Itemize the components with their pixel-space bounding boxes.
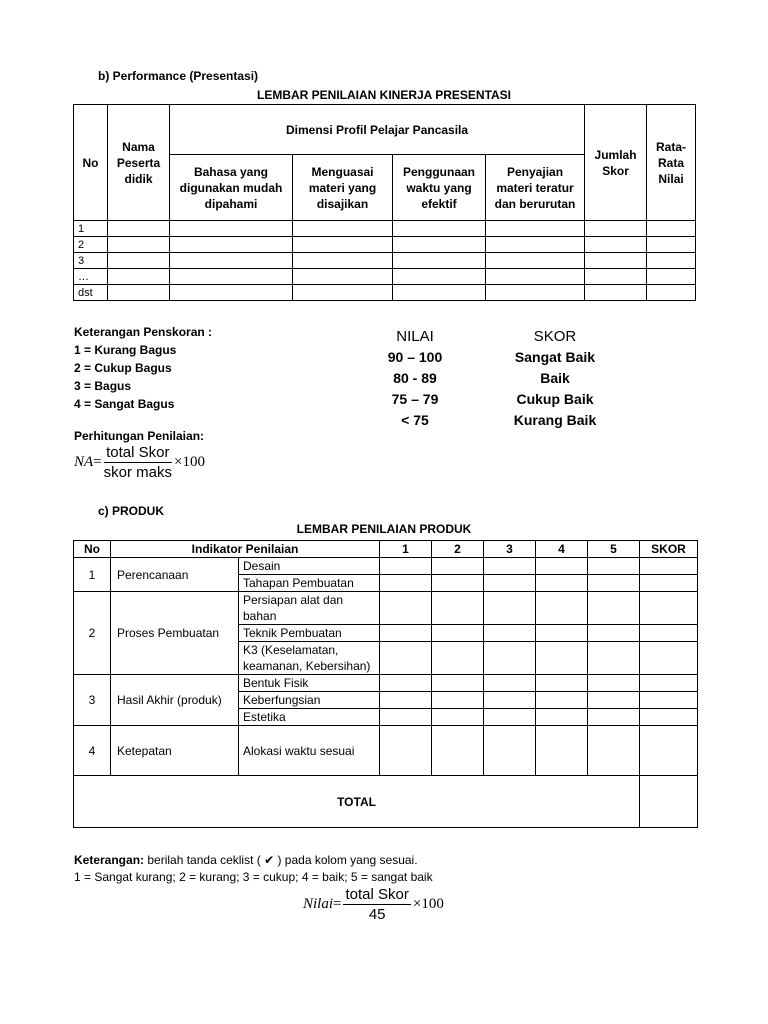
table-row <box>74 592 698 625</box>
total-cell[interactable] <box>585 269 647 285</box>
formula-numerator: total Skor <box>106 444 170 461</box>
score-cell[interactable] <box>486 285 585 301</box>
formula-multiplier: ×100 <box>412 896 444 912</box>
table-row <box>74 558 698 575</box>
nilai-range: < 75 <box>401 412 429 428</box>
nilai-header: NILAI <box>396 328 434 345</box>
check-cell[interactable] <box>432 642 484 675</box>
skor-cell[interactable] <box>640 726 698 776</box>
score-cell[interactable] <box>393 221 486 237</box>
skor-cell[interactable] <box>640 675 698 692</box>
aspect-hasil-akhir: Hasil Akhir (produk) <box>111 675 239 726</box>
score-cell[interactable] <box>170 221 293 237</box>
check-cell[interactable] <box>484 726 536 776</box>
indicator-estetika: Estetika <box>239 709 380 726</box>
scoring-legend-item: 2 = Cukup Bagus <box>74 361 172 375</box>
name-cell[interactable] <box>108 285 170 301</box>
check-cell[interactable] <box>380 709 432 726</box>
total-cell[interactable] <box>585 285 647 301</box>
score-cell[interactable] <box>170 237 293 253</box>
indicator-tahapan: Tahapan Pembuatan <box>239 575 380 592</box>
check-cell[interactable] <box>536 575 588 592</box>
score-cell[interactable] <box>170 269 293 285</box>
skor-column <box>495 326 615 431</box>
check-cell[interactable] <box>380 625 432 642</box>
check-cell[interactable] <box>536 692 588 709</box>
total-row <box>74 776 698 828</box>
name-cell[interactable] <box>108 221 170 237</box>
name-cell[interactable] <box>108 237 170 253</box>
group-number: 3 <box>74 675 111 726</box>
check-cell[interactable] <box>484 592 536 625</box>
formula-fraction <box>104 444 172 481</box>
check-cell[interactable] <box>484 675 536 692</box>
check-cell[interactable] <box>588 575 640 592</box>
score-cell[interactable] <box>486 269 585 285</box>
average-cell[interactable] <box>647 221 696 237</box>
subheader-menguasai: Menguasai materi yang disajikan <box>293 155 393 221</box>
scoring-legend <box>74 323 212 413</box>
header-no: No <box>74 105 108 221</box>
formula-equals: = <box>333 896 342 912</box>
check-cell[interactable] <box>536 642 588 675</box>
check-cell[interactable] <box>432 625 484 642</box>
header-nama-peserta: Nama Peserta didik <box>108 105 170 221</box>
instruction-label: Keterangan: <box>74 853 145 867</box>
aspect-perencanaan: Perencanaan <box>111 558 239 592</box>
skor-cell[interactable] <box>640 592 698 625</box>
skor-label: Baik <box>540 370 570 386</box>
product-assessment-table <box>73 540 698 828</box>
check-cell[interactable] <box>432 692 484 709</box>
check-cell[interactable] <box>380 575 432 592</box>
indicator-bentuk-fisik: Bentuk Fisik <box>239 675 380 692</box>
check-cell[interactable] <box>432 558 484 575</box>
check-cell[interactable] <box>588 625 640 642</box>
scoring-legend-item: 3 = Bagus <box>74 379 132 393</box>
check-cell[interactable] <box>380 675 432 692</box>
check-cell[interactable] <box>380 558 432 575</box>
total-cell[interactable] <box>585 237 647 253</box>
presentation-assessment-table <box>73 104 696 301</box>
check-cell[interactable] <box>588 709 640 726</box>
row-number: 2 <box>74 237 108 253</box>
skor-cell[interactable] <box>640 625 698 642</box>
header-score-2: 2 <box>432 541 484 558</box>
check-cell[interactable] <box>588 558 640 575</box>
scoring-legend-item: 4 = Sangat Bagus <box>74 397 175 411</box>
indicator-k3: K3 (Keselamatan, keamanan, Kebersihan) <box>239 642 380 675</box>
indicator-alokasi-waktu: Alokasi waktu sesuai <box>239 726 380 776</box>
check-cell[interactable] <box>588 592 640 625</box>
section-b-title: LEMBAR PENILAIAN KINERJA PRESENTASI <box>256 88 512 102</box>
check-cell[interactable] <box>536 675 588 692</box>
name-cell[interactable] <box>108 253 170 269</box>
nilai-column <box>370 326 460 431</box>
average-cell[interactable] <box>647 285 696 301</box>
average-cell[interactable] <box>647 269 696 285</box>
formula-numerator: total Skor <box>345 886 409 903</box>
check-cell[interactable] <box>588 692 640 709</box>
formula-lhs: Nilai <box>303 896 334 912</box>
check-cell[interactable] <box>380 726 432 776</box>
check-cell[interactable] <box>380 642 432 675</box>
total-skor-cell[interactable] <box>640 776 698 828</box>
skor-cell[interactable] <box>640 692 698 709</box>
scoring-legend-item: 1 = Kurang Bagus <box>74 343 177 357</box>
check-cell[interactable] <box>432 726 484 776</box>
score-cell[interactable] <box>393 253 486 269</box>
average-cell[interactable] <box>647 237 696 253</box>
check-cell[interactable] <box>432 575 484 592</box>
header-skor: SKOR <box>640 541 698 558</box>
nilai-formula <box>303 886 444 923</box>
indicator-desain: Desain <box>239 558 380 575</box>
header-score-3: 3 <box>484 541 536 558</box>
table-row <box>74 253 696 269</box>
check-cell[interactable] <box>484 642 536 675</box>
section-b-heading: b) Performance (Presentasi) <box>98 69 259 83</box>
score-cell[interactable] <box>393 269 486 285</box>
check-cell[interactable] <box>536 558 588 575</box>
formula-lhs: NA <box>74 454 94 470</box>
skor-label: Cukup Baik <box>516 391 594 407</box>
aspect-proses: Proses Pembuatan <box>111 592 239 675</box>
group-number: 4 <box>74 726 111 776</box>
header-score-1: 1 <box>380 541 432 558</box>
formula-fraction <box>343 886 410 923</box>
group-number: 1 <box>74 558 111 592</box>
header-no: No <box>74 541 111 558</box>
row-number: … <box>74 269 108 285</box>
check-cell[interactable] <box>432 709 484 726</box>
skor-cell[interactable] <box>640 642 698 675</box>
check-cell[interactable] <box>484 692 536 709</box>
check-cell[interactable] <box>380 592 432 625</box>
check-cell[interactable] <box>484 709 536 726</box>
section-c-heading: c) PRODUK <box>98 504 165 518</box>
header-rata-rata: Rata-Rata Nilai <box>647 105 696 221</box>
skor-header: SKOR <box>533 328 577 345</box>
formula-denominator: 45 <box>368 906 386 923</box>
indicator-teknik: Teknik Pembuatan <box>239 625 380 642</box>
check-cell[interactable] <box>484 625 536 642</box>
total-cell[interactable] <box>585 221 647 237</box>
instruction-text: berilah tanda ceklist ( ✔ ) pada kolom yang sesuai. <box>144 853 418 867</box>
score-cell[interactable] <box>486 253 585 269</box>
table-row <box>74 726 698 776</box>
check-cell[interactable] <box>484 558 536 575</box>
group-number: 2 <box>74 592 111 675</box>
table-row <box>74 675 698 692</box>
name-cell[interactable] <box>108 269 170 285</box>
check-cell[interactable] <box>588 726 640 776</box>
check-cell[interactable] <box>432 592 484 625</box>
row-number: 1 <box>74 221 108 237</box>
nilai-range: 90 – 100 <box>387 349 443 365</box>
score-cell[interactable] <box>293 269 393 285</box>
skor-label: Sangat Baik <box>514 349 596 365</box>
aspect-ketepatan: Ketepatan <box>111 726 239 776</box>
check-cell[interactable] <box>536 726 588 776</box>
header-dimensi: Dimensi Profil Pelajar Pancasila <box>170 105 585 155</box>
section-c-title: LEMBAR PENILAIAN PRODUK <box>296 522 472 536</box>
skor-cell[interactable] <box>640 709 698 726</box>
table-row <box>74 269 696 285</box>
header-score-4: 4 <box>536 541 588 558</box>
score-cell[interactable] <box>486 221 585 237</box>
subheader-bahasa: Bahasa yang digunakan mudah dipahami <box>170 155 293 221</box>
score-cell[interactable] <box>170 253 293 269</box>
score-cell[interactable] <box>393 237 486 253</box>
indicator-persiapan: Persiapan alat dan bahan <box>239 592 380 625</box>
skor-cell[interactable] <box>640 558 698 575</box>
header-indikator: Indikator Penilaian <box>111 541 380 558</box>
check-cell[interactable] <box>432 675 484 692</box>
nilai-range: 75 – 79 <box>391 391 439 407</box>
formula-denominator: skor maks <box>103 464 172 481</box>
score-cell[interactable] <box>293 237 393 253</box>
total-label: TOTAL <box>74 776 640 828</box>
score-cell[interactable] <box>293 221 393 237</box>
skor-cell[interactable] <box>640 575 698 592</box>
check-cell[interactable] <box>536 592 588 625</box>
total-cell[interactable] <box>585 253 647 269</box>
calculation-title: Perhitungan Penilaian: <box>74 429 205 443</box>
check-cell[interactable] <box>536 709 588 726</box>
check-cell[interactable] <box>588 642 640 675</box>
product-notes <box>74 852 433 886</box>
score-cell[interactable] <box>170 285 293 301</box>
subheader-penyajian: Penyajian materi teratur dan berurutan <box>486 155 585 221</box>
table-row <box>74 237 696 253</box>
na-formula <box>74 444 205 481</box>
indicator-keberfungsian: Keberfungsian <box>239 692 380 709</box>
table-row <box>74 221 696 237</box>
scale-line: 1 = Sangat kurang; 2 = kurang; 3 = cukup; 4 = baik; 5 = sangat baik <box>74 870 433 884</box>
score-cell[interactable] <box>393 285 486 301</box>
average-cell[interactable] <box>647 253 696 269</box>
table-row <box>74 285 696 301</box>
header-jumlah-skor: Jumlah Skor <box>585 105 647 221</box>
row-number: 3 <box>74 253 108 269</box>
score-cell[interactable] <box>293 253 393 269</box>
nilai-range: 80 - 89 <box>393 370 437 386</box>
header-score-5: 5 <box>588 541 640 558</box>
formula-equals: = <box>93 454 102 470</box>
instruction-line <box>74 852 433 869</box>
skor-label: Kurang Baik <box>513 412 597 428</box>
check-cell[interactable] <box>484 575 536 592</box>
score-cell[interactable] <box>486 237 585 253</box>
scoring-legend-title: Keterangan Penskoran : <box>74 325 213 339</box>
check-cell[interactable] <box>536 625 588 642</box>
check-cell[interactable] <box>380 692 432 709</box>
row-number: dst <box>74 285 108 301</box>
check-cell[interactable] <box>588 675 640 692</box>
score-cell[interactable] <box>293 285 393 301</box>
subheader-waktu: Penggunaan waktu yang efektif <box>393 155 486 221</box>
formula-multiplier: ×100 <box>173 454 205 470</box>
